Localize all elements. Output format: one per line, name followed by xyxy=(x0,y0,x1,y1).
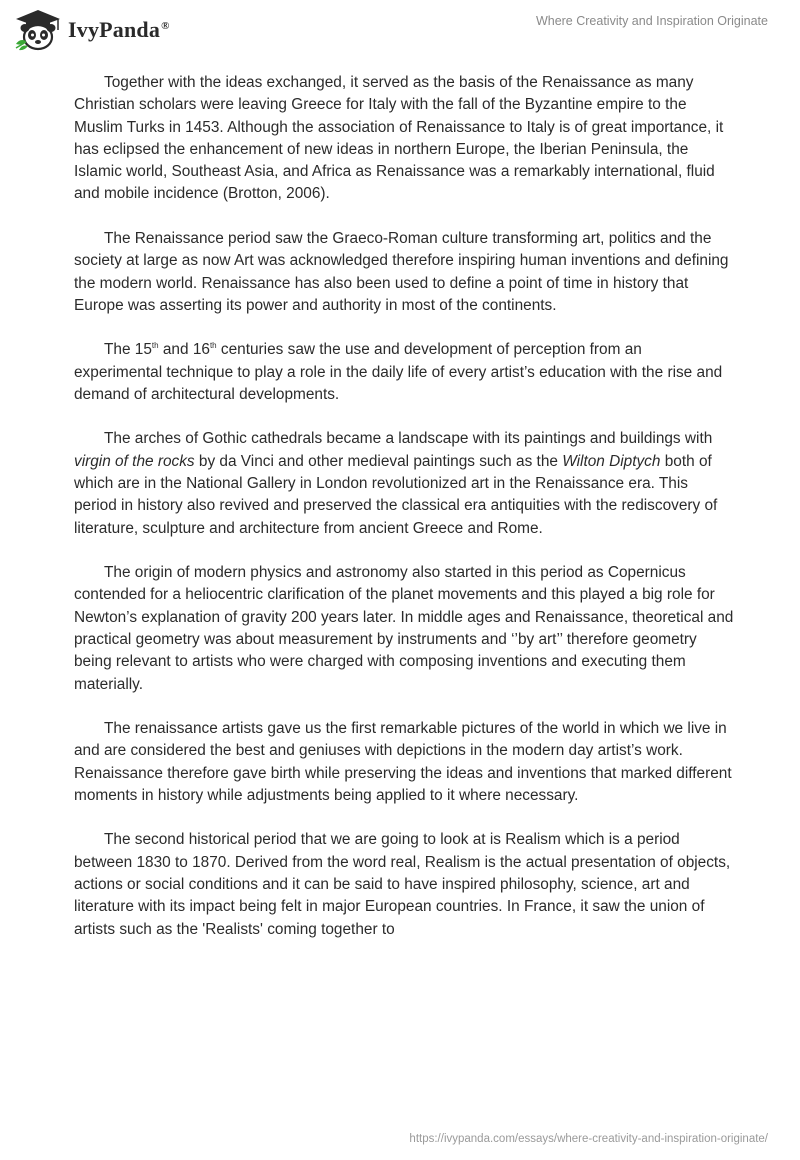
brand-logo[interactable] xyxy=(14,8,170,52)
ordinal-suffix: th xyxy=(209,341,217,351)
brand-name: IvyPanda® xyxy=(68,17,170,42)
document-title: Where Creativity and Inspiration Originate xyxy=(535,14,768,28)
paragraph-3: The 15th and 16th centuries saw the use and development of perception from an experimental technique to play a role in the daily life of every artist’s education with the rise and demand of architectural developments. xyxy=(74,341,723,403)
registered-mark: ® xyxy=(161,19,170,32)
page-header xyxy=(0,0,800,60)
paragraph-1: Together with the ideas exchanged, it served as the basis of the Renaissance as many Christian scholars were leaving Greece for Italy with the fall of the Byzantine empire to the Muslim Turks in 1453. Although the association of Renaissance to Italy is of great importance, it has eclipsed the enhancement of new ideas in northern Europe, the Iberian Peninsula, the Islamic world, Southeast Asia, and Africa as Renaissance was a remarkably international, fluid and mobile incidence (Brotton, 2006). xyxy=(74,74,724,203)
essay-body xyxy=(74,72,734,941)
artwork-title: virgin of the rocks xyxy=(74,452,195,470)
ordinal-suffix: th xyxy=(151,341,159,351)
paragraph-4: The arches of Gothic cathedrals became a landscape with its paintings and buildings with virgin of the rocks by da Vinci and other medieval paintings such as the Wilton Diptych both of which are in the National Gallery in London revolutionized art in the Renaissance era. This period in history also revived and preserved the classical era antiquities with the rediscovery of literature, sculpture and architecture from ancient Greece and Rome. xyxy=(74,430,718,537)
paragraph-5: The origin of modern physics and astronomy also started in this period as Copernicus contended for a heliocentric clarification of the planet movements and this played a big role for Newton’s explanation of gravity 200 years later. In middle ages and Renaissance, theoretical and practical geometry was about measurement by instruments and ‘’by art’’ therefore geometry being relevant to artists who were charged with composing inventions and executing them materially. xyxy=(74,564,734,693)
paragraph-7: The second historical period that we are going to look at is Realism which is a period between 1830 to 1870. Derived from the word real, Realism is the actual presentation of objects, actions or social conditions and it can be said to have inspired philosophy, science, art and literature with its impact being felt in major European countries. In France, it saw the union of artists such as the 'Realists' coming together to xyxy=(74,831,731,938)
paragraph-2: The Renaissance period saw the Graeco-Roman culture transforming art, politics and the society at large as now Art was acknowledged therefore inspiring human inventions and defining the modern world. Renaissance has also been used to define a point of time in history that Europe was asserting its power and authority in most of the continents. xyxy=(74,229,729,314)
panda-graduation-cap-icon xyxy=(14,8,62,52)
paragraph-6: The renaissance artists gave us the first remarkable pictures of the world in which we live in and are considered the best and geniuses with depictions in the modern day artist’s work. Renaissance therefore gave birth while preserving the ideas and inventions that marked different moments in history while adjustments being applied to it where necessary. xyxy=(74,720,732,804)
artwork-title: Wilton Diptych xyxy=(562,452,661,470)
source-url[interactable]: https://ivypanda.com/essays/where-creativity-and-inspiration-originate/ xyxy=(409,1133,768,1145)
